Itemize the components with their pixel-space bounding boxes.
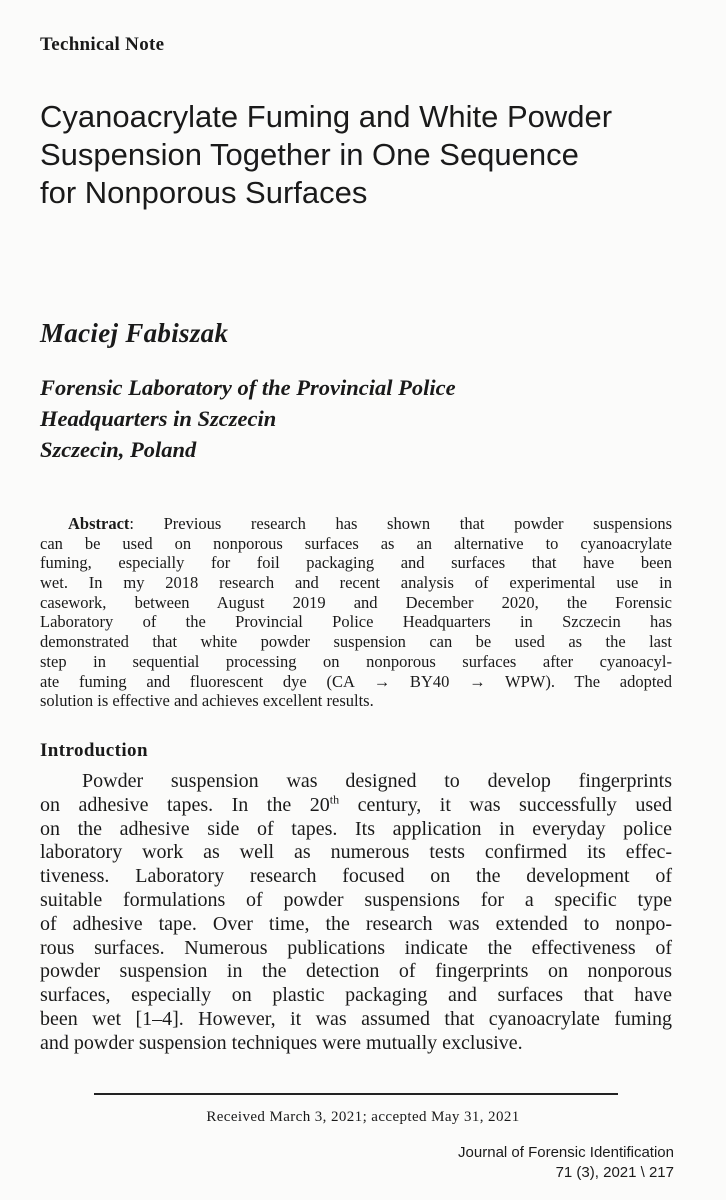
affiliation-line: Headquarters in Szczecin xyxy=(40,406,277,431)
abstract xyxy=(40,514,672,711)
abstract-line xyxy=(40,514,672,534)
intro-line: been wet [1–4]. However, it was assumed that cyanoacrylate fuming xyxy=(40,1007,672,1030)
abstract-line: demonstrated that white powder suspension can be used as the last xyxy=(40,632,672,652)
intro-line: suitable formulations of powder suspensions for a specific type xyxy=(40,888,672,911)
abstract-line: casework, between August 2019 and December 2020, the Forensic xyxy=(40,592,672,612)
introduction-heading: Introduction xyxy=(40,740,148,761)
affiliation-line: Forensic Laboratory of the Provincial Police xyxy=(40,375,456,400)
journal-citation xyxy=(458,1143,674,1183)
title-line: for Nonporous Surfaces xyxy=(40,175,368,210)
intro-line: surfaces, especially on plastic packaging and surfaces that have xyxy=(40,984,672,1007)
intro-line xyxy=(40,794,672,818)
introduction-body xyxy=(40,770,672,1056)
intro-line: powder suspension in the detection of fingerprints on nonporous xyxy=(40,960,672,983)
abstract-line: fuming, especially for foil packaging and surfaces that have been xyxy=(40,553,672,573)
footnote-divider xyxy=(94,1093,618,1095)
affiliation-line: Szczecin, Poland xyxy=(40,437,197,462)
intro-line: of adhesive tape. Over time, the research was extended to nonpo- xyxy=(40,912,672,935)
abstract-line: ate fuming and fluorescent dye (CA → BY40 → WPW). The adopted xyxy=(40,671,672,691)
volume-page: 71 (3), 2021 \ 217 xyxy=(555,1164,674,1181)
journal-name: Journal of Forensic Identification xyxy=(458,1144,674,1161)
superscript: th xyxy=(329,792,340,807)
intro-line: tiveness. Laboratory research focused on the development of xyxy=(40,865,672,888)
intro-line: on the adhesive side of tapes. Its application in everyday police xyxy=(40,817,672,840)
article-title xyxy=(40,98,700,212)
intro-line: laboratory work as well as numerous tests confirmed its effec- xyxy=(40,841,672,864)
author-affiliation xyxy=(40,372,456,465)
abstract-label: Abstract xyxy=(68,514,130,533)
abstract-line: wet. In my 2018 research and recent analysis of experimental use in xyxy=(40,573,672,593)
abstract-text: : Previous research has shown that powder suspensions xyxy=(129,514,672,533)
intro-text: on adhesive tapes. In the 20 xyxy=(40,793,330,816)
intro-text: century, it was successfully used xyxy=(339,793,672,816)
title-line: Suspension Together in One Sequence xyxy=(40,137,579,172)
abstract-line: solution is effective and achieves excellent results. xyxy=(40,691,374,711)
section-label: Technical Note xyxy=(40,34,165,55)
intro-line: rous surfaces. Numerous publications indicate the effectiveness of xyxy=(40,936,672,959)
abstract-line: Laboratory of the Provincial Police Headquarters in Szczecin has xyxy=(40,612,672,632)
abstract-line: step in sequential processing on nonporous surfaces after cyanoacyl- xyxy=(40,651,672,671)
abstract-line: can be used on nonporous surfaces as an alternative to cyanoacrylate xyxy=(40,533,672,553)
received-dates: Received March 3, 2021; accepted May 31, 2021 xyxy=(206,1109,520,1125)
intro-line: Powder suspension was designed to develop fingerprints xyxy=(82,770,672,792)
title-line: Cyanoacrylate Fuming and White Powder xyxy=(40,99,613,134)
intro-line: and powder suspension techniques were mutually exclusive. xyxy=(40,1031,523,1054)
author-name: Maciej Fabiszak xyxy=(40,318,229,348)
